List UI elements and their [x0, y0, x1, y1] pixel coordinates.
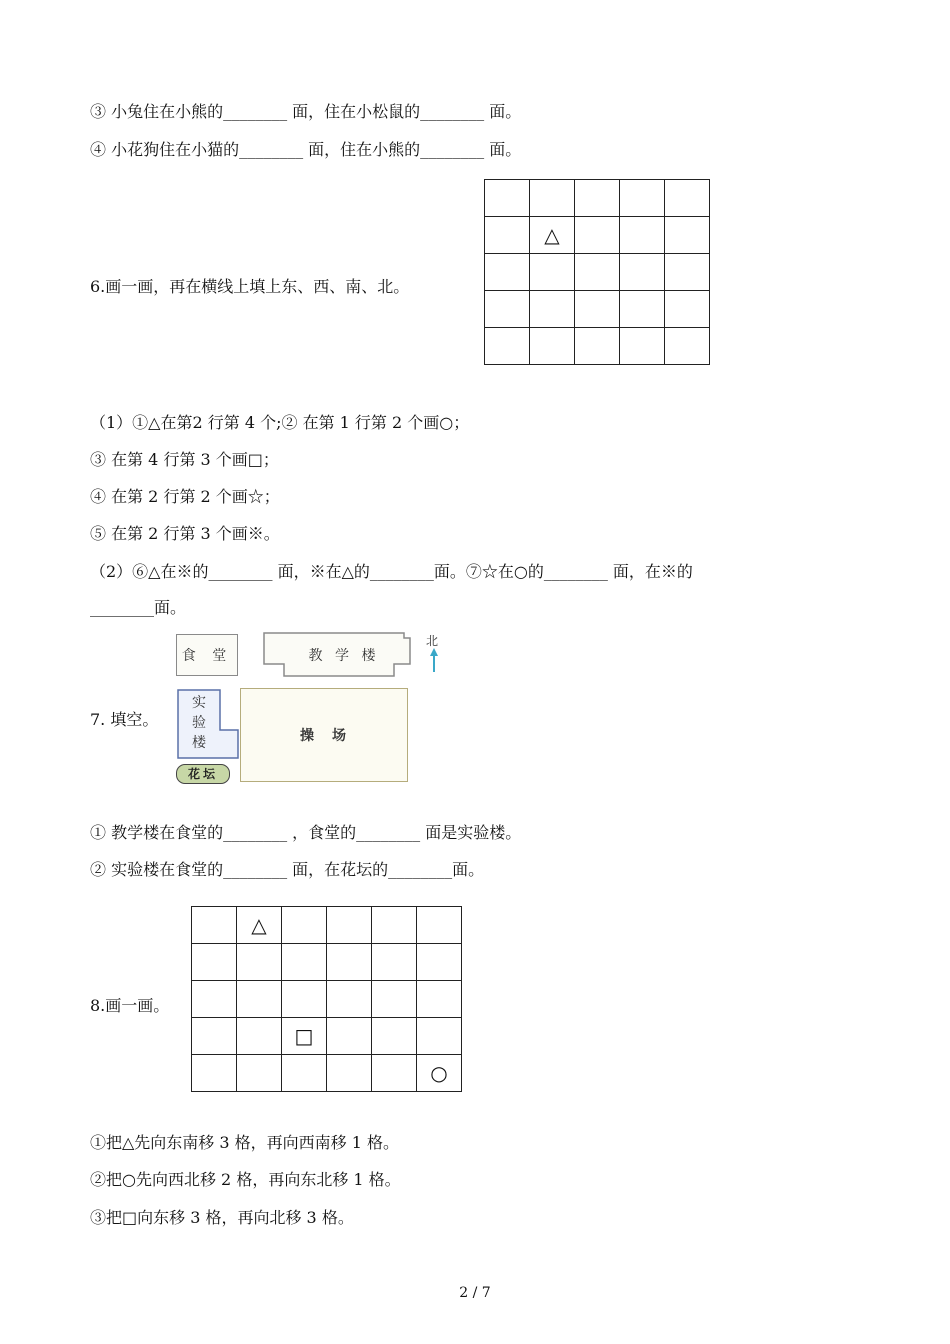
grid-cell	[282, 981, 327, 1018]
grid-cell	[192, 944, 237, 981]
canteen-building: 食 堂	[176, 634, 238, 676]
q5-line-3: ③ 小兔住在小熊的________ 面，住在小松鼠的________ 面。	[90, 102, 522, 121]
grid-cell	[665, 254, 710, 291]
grid-cell	[192, 907, 237, 944]
grid-cell	[192, 1018, 237, 1055]
grid-cell	[192, 1055, 237, 1092]
table-row	[192, 1055, 462, 1092]
triangle-cell: △	[530, 217, 575, 254]
table-row	[192, 944, 462, 981]
q8-line-1: ①把△先向东南移 3 格，再向西南移 1 格。	[90, 1133, 400, 1152]
grid-cell	[485, 180, 530, 217]
grid-cell	[575, 254, 620, 291]
grid-cell	[417, 981, 462, 1018]
grid-cell	[372, 1055, 417, 1092]
q6-part1-line4: ⑤ 在第 2 行第 3 个画※。	[90, 524, 280, 543]
q8-grid	[191, 906, 462, 1092]
q5-line-4: ④ 小花狗住在小猫的________ 面，住在小熊的________ 面。	[90, 140, 522, 159]
grid-cell	[417, 944, 462, 981]
table-row	[485, 217, 710, 254]
grid-cell	[327, 981, 372, 1018]
grid-cell	[327, 1055, 372, 1092]
grid-cell	[620, 328, 665, 365]
grid-cell	[237, 944, 282, 981]
square-cell: □	[282, 1018, 327, 1055]
grid-cell	[485, 328, 530, 365]
table-row	[192, 981, 462, 1018]
grid-cell	[372, 907, 417, 944]
grid-cell	[485, 217, 530, 254]
table-row	[485, 254, 710, 291]
north-label: 北	[426, 634, 439, 648]
q6-part1-line2: ③ 在第 4 行第 3 个画□；	[90, 450, 279, 469]
grid-cell	[575, 217, 620, 254]
table-row	[192, 1018, 462, 1055]
q6-part1-line1: （1）①△在第2 行第 4 个;② 在第 1 行第 2 个画○；	[90, 413, 470, 432]
grid-cell	[620, 217, 665, 254]
grid-cell	[485, 291, 530, 328]
q6-part1-line3: ④ 在第 2 行第 2 个画☆；	[90, 487, 280, 506]
grid-cell	[620, 254, 665, 291]
grid-cell	[237, 1055, 282, 1092]
grid-cell	[530, 328, 575, 365]
playground: 操 场	[240, 688, 408, 782]
grid-cell	[575, 180, 620, 217]
grid-cell	[372, 1018, 417, 1055]
grid-cell	[237, 981, 282, 1018]
grid-cell	[575, 291, 620, 328]
campus-map	[176, 630, 446, 785]
table-row	[485, 180, 710, 217]
q8-line-3: ③把□向东移 3 格，再向北移 3 格。	[90, 1208, 354, 1227]
q6-part2-line1: （2）⑥△在※的________ 面，※在△的________面。⑦☆在○的________ 面，在※的	[90, 562, 693, 581]
page-number: 2 / 7	[459, 1285, 491, 1301]
teaching-building-label: 教 学 楼	[308, 648, 380, 664]
grid-cell	[530, 254, 575, 291]
grid-cell	[417, 1018, 462, 1055]
grid-cell	[327, 944, 372, 981]
grid-cell	[327, 1018, 372, 1055]
grid-cell	[575, 328, 620, 365]
grid-cell	[192, 981, 237, 1018]
grid-cell	[530, 291, 575, 328]
q6-grid	[484, 179, 710, 365]
grid-cell	[417, 907, 462, 944]
q7-line-2: ② 实验楼在食堂的________ 面，在花坛的________面。	[90, 860, 485, 879]
grid-cell	[237, 1018, 282, 1055]
grid-cell	[372, 944, 417, 981]
grid-cell	[372, 981, 417, 1018]
circle-cell: ○	[417, 1055, 462, 1092]
q7-title: 7. 填空。	[90, 710, 159, 729]
north-arrow-icon	[428, 647, 440, 673]
q6-part2-line2: ________面。	[90, 598, 187, 617]
grid-cell	[620, 180, 665, 217]
q7-line-1: ① 教学楼在食堂的________ ，食堂的________ 面是实验楼。	[90, 823, 522, 842]
grid-cell	[530, 180, 575, 217]
q8-title: 8.画一画。	[90, 996, 170, 1015]
q8-line-2: ②把○先向西北移 2 格，再向东北移 1 格。	[90, 1170, 401, 1189]
lab-building-label: 实 验 楼	[192, 695, 206, 751]
grid-cell	[282, 1055, 327, 1092]
q6-title: 6.画一画，再在横线上填上东、西、南、北。	[90, 277, 410, 296]
grid-cell	[665, 291, 710, 328]
flowerbed: 花坛	[176, 764, 230, 784]
table-row	[485, 328, 710, 365]
grid-cell	[485, 254, 530, 291]
grid-cell	[620, 291, 665, 328]
table-row	[485, 291, 710, 328]
grid-cell	[665, 217, 710, 254]
grid-cell	[282, 907, 327, 944]
grid-cell	[327, 907, 372, 944]
triangle-cell: △	[237, 907, 282, 944]
grid-cell	[282, 944, 327, 981]
grid-cell	[665, 328, 710, 365]
grid-cell	[665, 180, 710, 217]
table-row	[192, 907, 462, 944]
